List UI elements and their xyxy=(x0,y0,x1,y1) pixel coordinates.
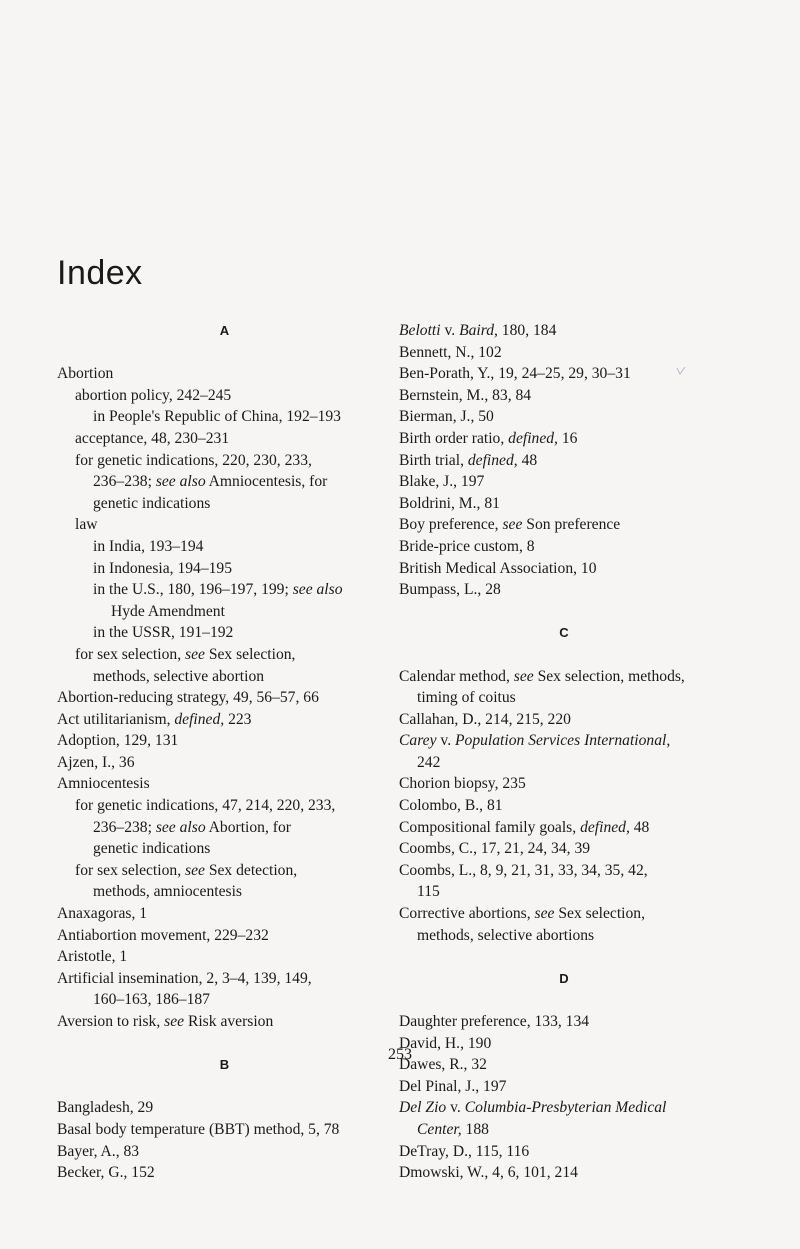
index-entry-continuation: 160–163, 186–187 xyxy=(93,991,210,1009)
index-subentry: acceptance, 48, 230–231 xyxy=(75,429,230,447)
index-entry: Bumpass, L., 28 xyxy=(399,581,501,599)
index-subentry: for sex selection, see Sex detection, xyxy=(75,861,298,879)
index-entry: Adoption, 129, 131 xyxy=(57,732,179,750)
index-entry: Bierman, J., 50 xyxy=(399,408,494,426)
index-entry: Colombo, B., 81 xyxy=(399,797,503,815)
index-entry: British Medical Association, 10 xyxy=(399,559,597,577)
index-entry: Del Pinal, J., 197 xyxy=(399,1077,507,1095)
index-entry-continuation: timing of coitus xyxy=(417,689,516,707)
index-entry: David, H., 190 xyxy=(399,1034,492,1052)
index-entry: Anaxagoras, 1 xyxy=(57,905,148,923)
index-entry: Birth trial, defined, 48 xyxy=(399,451,538,469)
index-entry-continuation: 115 xyxy=(417,883,440,901)
index-entry: Artificial insemination, 2, 3–4, 139, 149, xyxy=(57,969,312,987)
index-subentry: for genetic indications, 47, 214, 220, 233, xyxy=(75,797,336,815)
index-subentry-continuation: genetic indications xyxy=(93,840,211,858)
index-subentry: for sex selection, see Sex selection, xyxy=(75,645,296,663)
index-subentry: in India, 193–194 xyxy=(93,537,204,555)
index-entry: Belotti v. Baird, 180, 184 xyxy=(399,322,557,339)
index-subentry: law xyxy=(75,516,98,534)
index-entry: Bayer, A., 83 xyxy=(57,1142,140,1160)
index-entry-continuation: 242 xyxy=(417,753,441,771)
index-entry: Bangladesh, 29 xyxy=(57,1099,154,1117)
index-subentry-continuation: methods, selective abortion xyxy=(93,667,265,685)
index-entry: Aversion to risk, see Risk aversion xyxy=(57,1013,274,1030)
index-entry: DeTray, D., 115, 116 xyxy=(399,1142,530,1160)
index-entry: Callahan, D., 214, 215, 220 xyxy=(399,710,571,728)
index-entry: Calendar method, see Sex selection, methods, xyxy=(399,667,685,685)
index-entry: Birth order ratio, defined, 16 xyxy=(399,429,578,447)
index-entry: Bernstein, M., 83, 84 xyxy=(399,386,532,404)
index-subentry: in People's Republic of China, 192–193 xyxy=(93,408,341,426)
page-number: 253 xyxy=(388,1046,412,1063)
section-heading-d: D xyxy=(559,970,569,986)
index-subentry: in the U.S., 180, 196–197, 199; see also xyxy=(93,581,343,599)
index-entry: Carey v. Population Services International, xyxy=(399,732,671,750)
index-entry: Blake, J., 197 xyxy=(399,473,485,491)
index-entry: Abortion xyxy=(57,365,114,383)
index-subentry-continuation: Hyde Amendment xyxy=(111,602,225,620)
index-entry: Ajzen, I., 36 xyxy=(57,753,135,771)
index-subentry: in the USSR, 191–192 xyxy=(93,624,234,642)
index-entry: Ben-Porath, Y., 19, 24–25, 29, 30–31 xyxy=(399,365,631,383)
index-subentry-continuation: 236–238; see also Amniocentesis, for xyxy=(93,473,328,491)
index-entry: Chorion biopsy, 235 xyxy=(399,775,526,793)
index-subentry-continuation: genetic indications xyxy=(93,494,211,512)
index-entry: Bennett, N., 102 xyxy=(399,343,502,361)
index-entry: Corrective abortions, see Sex selection, xyxy=(399,905,645,923)
index-entry: Act utilitarianism, defined, 223 xyxy=(57,710,252,728)
index-entry: Antiabortion movement, 229–232 xyxy=(57,926,269,944)
index-entry-continuation: Center, 188 xyxy=(417,1120,489,1138)
index-subentry: for genetic indications, 220, 230, 233, xyxy=(75,451,312,469)
section-heading-b: B xyxy=(219,1057,230,1073)
index-subentry-continuation: 236–238; see also Abortion, for xyxy=(93,818,291,836)
index-entry: Bride-price custom, 8 xyxy=(399,537,535,555)
section-heading-c: C xyxy=(559,625,569,641)
index-subentry-continuation: methods, amniocentesis xyxy=(93,883,242,901)
index-entry: Dmowski, W., 4, 6, 101, 214 xyxy=(399,1164,578,1182)
index-entry: Aristotle, 1 xyxy=(57,948,128,966)
index-entry: Coombs, L., 8, 9, 21, 31, 33, 34, 35, 42, xyxy=(399,861,648,879)
section-heading-a: A xyxy=(219,323,230,338)
index-subentry: in Indonesia, 194–195 xyxy=(93,559,233,577)
index-entry: Compositional family goals, defined, 48 xyxy=(399,818,650,836)
pencil-check-mark-icon xyxy=(676,366,686,376)
index-entry: Boldrini, M., 81 xyxy=(399,494,500,512)
index-entry: Boy preference, see Son preference xyxy=(399,516,621,534)
index-subentry: abortion policy, 242–245 xyxy=(75,386,232,404)
index-entry: Becker, G., 152 xyxy=(57,1164,155,1182)
index-entry: Coombs, C., 17, 21, 24, 34, 39 xyxy=(399,840,591,858)
index-entry: Basal body temperature (BBT) method, 5, 78 xyxy=(57,1120,340,1138)
index-entry: Dawes, R., 32 xyxy=(399,1056,487,1074)
index-entry: Del Zio v. Columbia-Presbyterian Medical xyxy=(399,1099,667,1117)
page-title: Index xyxy=(57,254,143,292)
index-entry: Daughter preference, 133, 134 xyxy=(399,1013,590,1030)
index-entry: Amniocentesis xyxy=(57,775,150,793)
index-entry-continuation: methods, selective abortions xyxy=(417,926,595,944)
index-entry: Abortion-reducing strategy, 49, 56–57, 66 xyxy=(57,689,319,707)
